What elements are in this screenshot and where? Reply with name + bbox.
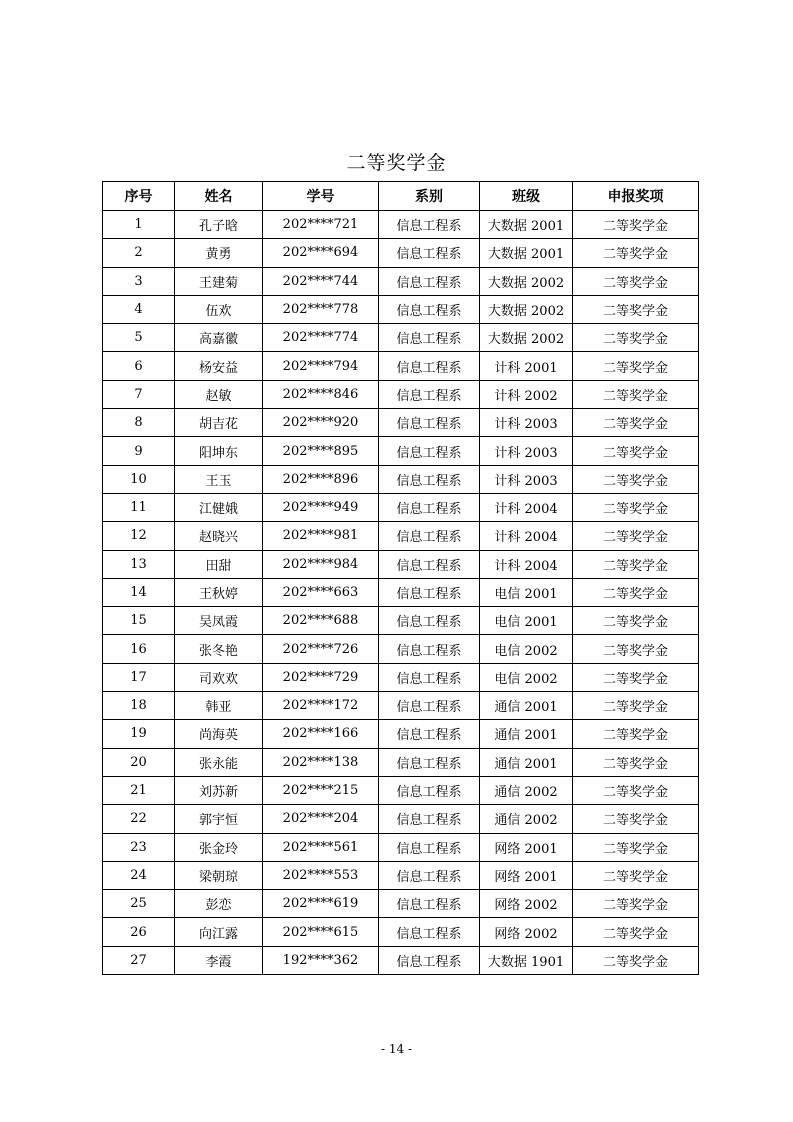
table-row: [103, 295, 699, 323]
cell-student-id: 192****362: [263, 946, 379, 974]
cell-class: 计科 2003: [480, 409, 573, 437]
cell-index: 2: [103, 239, 175, 267]
cell-department: 信息工程系: [379, 267, 480, 295]
cell-name: 刘苏新: [175, 776, 263, 804]
cell-department: 信息工程系: [379, 918, 480, 946]
cell-department: 信息工程系: [379, 776, 480, 804]
table-row: [103, 465, 699, 493]
cell-department: 信息工程系: [379, 437, 480, 465]
cell-award: 二等奖学金: [573, 409, 699, 437]
cell-name: 江健娥: [175, 493, 263, 521]
cell-name: 王建菊: [175, 267, 263, 295]
cell-class: 电信 2002: [480, 663, 573, 691]
table-row: [103, 946, 699, 974]
cell-department: 信息工程系: [379, 663, 480, 691]
cell-award: 二等奖学金: [573, 805, 699, 833]
table-row: [103, 833, 699, 861]
cell-student-id: 202****663: [263, 578, 379, 606]
cell-student-id: 202****896: [263, 465, 379, 493]
table-row: [103, 776, 699, 804]
cell-class: 通信 2001: [480, 748, 573, 776]
cell-department: 信息工程系: [379, 833, 480, 861]
cell-student-id: 202****204: [263, 805, 379, 833]
cell-student-id: 202****215: [263, 776, 379, 804]
table-row: [103, 522, 699, 550]
cell-department: 信息工程系: [379, 409, 480, 437]
cell-class: 电信 2001: [480, 578, 573, 606]
cell-department: 信息工程系: [379, 324, 480, 352]
cell-award: 二等奖学金: [573, 352, 699, 380]
table-row: [103, 550, 699, 578]
cell-class: 计科 2003: [480, 437, 573, 465]
table-row: [103, 267, 699, 295]
table-row: [103, 861, 699, 889]
cell-department: 信息工程系: [379, 720, 480, 748]
table-row: [103, 890, 699, 918]
cell-department: 信息工程系: [379, 748, 480, 776]
cell-index: 18: [103, 692, 175, 720]
cell-class: 网络 2002: [480, 918, 573, 946]
header-row: [103, 182, 699, 211]
cell-name: 梁朝琼: [175, 861, 263, 889]
cell-student-id: 202****721: [263, 211, 379, 239]
cell-name: 杨安益: [175, 352, 263, 380]
cell-award: 二等奖学金: [573, 748, 699, 776]
cell-name: 赵敏: [175, 380, 263, 408]
cell-name: 阳坤东: [175, 437, 263, 465]
cell-name: 高嘉徽: [175, 324, 263, 352]
cell-index: 7: [103, 380, 175, 408]
cell-student-id: 202****166: [263, 720, 379, 748]
cell-name: 韩亚: [175, 692, 263, 720]
column-header-student-id: 学号: [263, 182, 379, 211]
cell-index: 16: [103, 635, 175, 663]
table-row: [103, 239, 699, 267]
cell-award: 二等奖学金: [573, 578, 699, 606]
column-header-name: 姓名: [175, 182, 263, 211]
cell-student-id: 202****984: [263, 550, 379, 578]
cell-index: 27: [103, 946, 175, 974]
cell-award: 二等奖学金: [573, 295, 699, 323]
page-number: - 14 -: [380, 1042, 412, 1056]
cell-name: 李霞: [175, 946, 263, 974]
cell-department: 信息工程系: [379, 380, 480, 408]
cell-student-id: 202****895: [263, 437, 379, 465]
cell-award: 二等奖学金: [573, 861, 699, 889]
cell-award: 二等奖学金: [573, 890, 699, 918]
cell-index: 13: [103, 550, 175, 578]
cell-class: 通信 2002: [480, 776, 573, 804]
cell-student-id: 202****744: [263, 267, 379, 295]
cell-class: 计科 2001: [480, 352, 573, 380]
award-table: [102, 181, 699, 975]
cell-index: 23: [103, 833, 175, 861]
cell-department: 信息工程系: [379, 465, 480, 493]
cell-name: 王秋婷: [175, 578, 263, 606]
cell-department: 信息工程系: [379, 550, 480, 578]
column-header-award: 申报奖项: [573, 182, 699, 211]
cell-department: 信息工程系: [379, 805, 480, 833]
cell-student-id: 202****619: [263, 890, 379, 918]
cell-name: 黄勇: [175, 239, 263, 267]
cell-class: 计科 2004: [480, 550, 573, 578]
cell-department: 信息工程系: [379, 578, 480, 606]
cell-award: 二等奖学金: [573, 211, 699, 239]
cell-class: 大数据 1901: [480, 946, 573, 974]
cell-student-id: 202****729: [263, 663, 379, 691]
cell-index: 5: [103, 324, 175, 352]
cell-award: 二等奖学金: [573, 720, 699, 748]
cell-award: 二等奖学金: [573, 776, 699, 804]
cell-award: 二等奖学金: [573, 607, 699, 635]
cell-award: 二等奖学金: [573, 380, 699, 408]
table-row: [103, 720, 699, 748]
cell-student-id: 202****553: [263, 861, 379, 889]
cell-name: 张永能: [175, 748, 263, 776]
cell-index: 26: [103, 918, 175, 946]
cell-student-id: 202****920: [263, 409, 379, 437]
cell-index: 20: [103, 748, 175, 776]
cell-student-id: 202****172: [263, 692, 379, 720]
column-header-department: 系别: [379, 182, 480, 211]
cell-award: 二等奖学金: [573, 833, 699, 861]
cell-department: 信息工程系: [379, 352, 480, 380]
cell-department: 信息工程系: [379, 692, 480, 720]
cell-index: 22: [103, 805, 175, 833]
cell-class: 通信 2002: [480, 805, 573, 833]
table-body: [103, 211, 699, 975]
cell-student-id: 202****846: [263, 380, 379, 408]
cell-department: 信息工程系: [379, 493, 480, 521]
cell-student-id: 202****794: [263, 352, 379, 380]
cell-student-id: 202****981: [263, 522, 379, 550]
cell-award: 二等奖学金: [573, 437, 699, 465]
cell-index: 4: [103, 295, 175, 323]
table-row: [103, 493, 699, 521]
cell-class: 大数据 2002: [480, 295, 573, 323]
cell-index: 10: [103, 465, 175, 493]
cell-student-id: 202****138: [263, 748, 379, 776]
cell-name: 伍欢: [175, 295, 263, 323]
cell-class: 通信 2001: [480, 692, 573, 720]
cell-award: 二等奖学金: [573, 663, 699, 691]
cell-student-id: 202****778: [263, 295, 379, 323]
cell-name: 王玉: [175, 465, 263, 493]
cell-student-id: 202****694: [263, 239, 379, 267]
table-row: [103, 748, 699, 776]
cell-index: 21: [103, 776, 175, 804]
cell-department: 信息工程系: [379, 607, 480, 635]
cell-award: 二等奖学金: [573, 267, 699, 295]
cell-department: 信息工程系: [379, 890, 480, 918]
cell-class: 计科 2004: [480, 522, 573, 550]
table-row: [103, 692, 699, 720]
cell-award: 二等奖学金: [573, 522, 699, 550]
cell-department: 信息工程系: [379, 635, 480, 663]
cell-name: 田甜: [175, 550, 263, 578]
table-row: [103, 805, 699, 833]
cell-name: 胡吉花: [175, 409, 263, 437]
cell-student-id: 202****949: [263, 493, 379, 521]
cell-name: 孔子晗: [175, 211, 263, 239]
cell-department: 信息工程系: [379, 211, 480, 239]
cell-index: 11: [103, 493, 175, 521]
table-row: [103, 607, 699, 635]
cell-name: 张冬艳: [175, 635, 263, 663]
table-row: [103, 437, 699, 465]
cell-name: 向江露: [175, 918, 263, 946]
cell-award: 二等奖学金: [573, 635, 699, 663]
cell-class: 大数据 2001: [480, 239, 573, 267]
table-row: [103, 635, 699, 663]
cell-name: 郭宇恒: [175, 805, 263, 833]
cell-class: 网络 2001: [480, 833, 573, 861]
cell-award: 二等奖学金: [573, 465, 699, 493]
cell-class: 通信 2001: [480, 720, 573, 748]
cell-index: 3: [103, 267, 175, 295]
cell-student-id: 202****688: [263, 607, 379, 635]
cell-index: 14: [103, 578, 175, 606]
table-row: [103, 578, 699, 606]
cell-index: 1: [103, 211, 175, 239]
cell-department: 信息工程系: [379, 239, 480, 267]
cell-index: 8: [103, 409, 175, 437]
cell-name: 赵晓兴: [175, 522, 263, 550]
cell-award: 二等奖学金: [573, 550, 699, 578]
cell-department: 信息工程系: [379, 946, 480, 974]
cell-award: 二等奖学金: [573, 493, 699, 521]
table-row: [103, 380, 699, 408]
cell-student-id: 202****774: [263, 324, 379, 352]
cell-department: 信息工程系: [379, 295, 480, 323]
cell-index: 25: [103, 890, 175, 918]
cell-index: 19: [103, 720, 175, 748]
table-row: [103, 663, 699, 691]
cell-award: 二等奖学金: [573, 324, 699, 352]
cell-class: 电信 2002: [480, 635, 573, 663]
cell-name: 彭恋: [175, 890, 263, 918]
cell-class: 大数据 2001: [480, 211, 573, 239]
table-row: [103, 211, 699, 239]
cell-name: 吴凤霞: [175, 607, 263, 635]
column-header-index: 序号: [103, 182, 175, 211]
table-row: [103, 409, 699, 437]
cell-index: 24: [103, 861, 175, 889]
cell-class: 大数据 2002: [480, 324, 573, 352]
cell-name: 张金玲: [175, 833, 263, 861]
cell-award: 二等奖学金: [573, 692, 699, 720]
cell-index: 9: [103, 437, 175, 465]
cell-index: 12: [103, 522, 175, 550]
cell-index: 15: [103, 607, 175, 635]
cell-class: 计科 2004: [480, 493, 573, 521]
cell-class: 计科 2003: [480, 465, 573, 493]
table-row: [103, 324, 699, 352]
cell-class: 网络 2002: [480, 890, 573, 918]
cell-award: 二等奖学金: [573, 918, 699, 946]
column-header-class: 班级: [480, 182, 573, 211]
cell-class: 计科 2002: [480, 380, 573, 408]
cell-student-id: 202****615: [263, 918, 379, 946]
table-header: [103, 182, 699, 211]
cell-index: 6: [103, 352, 175, 380]
cell-award: 二等奖学金: [573, 946, 699, 974]
cell-index: 17: [103, 663, 175, 691]
cell-class: 大数据 2002: [480, 267, 573, 295]
cell-award: 二等奖学金: [573, 239, 699, 267]
table-row: [103, 918, 699, 946]
cell-class: 电信 2001: [480, 607, 573, 635]
cell-department: 信息工程系: [379, 522, 480, 550]
cell-department: 信息工程系: [379, 861, 480, 889]
table-row: [103, 352, 699, 380]
cell-student-id: 202****561: [263, 833, 379, 861]
cell-class: 网络 2001: [480, 861, 573, 889]
page-title: 二等奖学金: [346, 152, 447, 174]
cell-name: 尚海英: [175, 720, 263, 748]
cell-student-id: 202****726: [263, 635, 379, 663]
cell-name: 司欢欢: [175, 663, 263, 691]
